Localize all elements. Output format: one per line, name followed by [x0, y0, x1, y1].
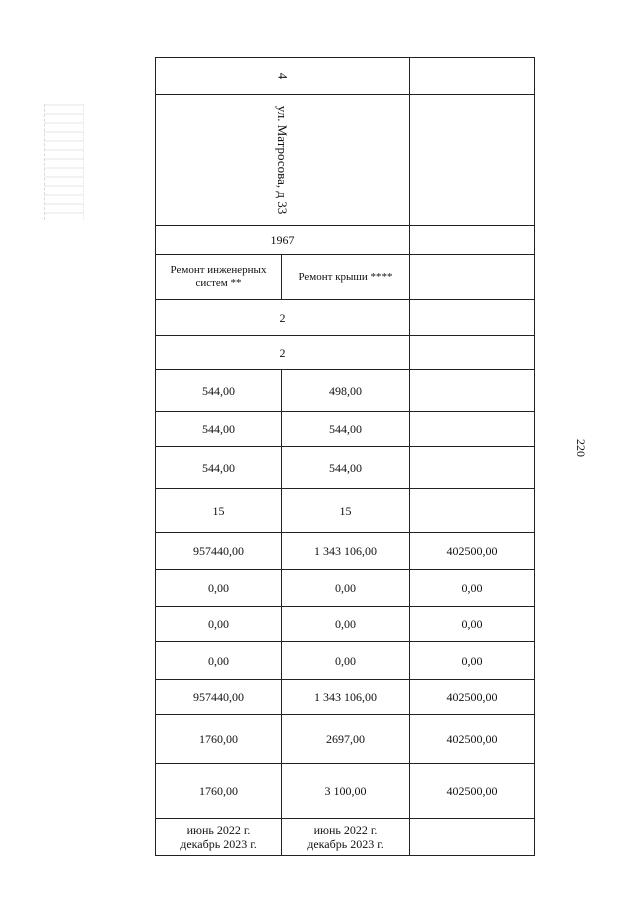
table-cell: 0,00: [156, 642, 282, 679]
address-text: ул. Матросова, д 33: [275, 105, 291, 215]
table-cell: 1 343 106,00: [282, 533, 410, 569]
table-cell: 544,00: [156, 370, 282, 411]
empty-cell: [410, 336, 534, 369]
table-row: [156, 412, 534, 447]
page-number: 220: [574, 439, 588, 457]
empty-cell: [410, 95, 534, 225]
table-cell: 0,00: [282, 607, 410, 641]
table-cell: 0,00: [282, 570, 410, 606]
period-cell: июнь 2022 г. декабрь 2023 г.: [282, 819, 410, 855]
table-cell: [410, 370, 534, 411]
table-cell: 15: [282, 489, 410, 532]
table-row: [156, 447, 534, 489]
period-cell: июнь 2022 г. декабрь 2023 г.: [156, 819, 282, 855]
table-cell: 0,00: [461, 581, 483, 595]
header-roof-repair: Ремонт крыши ****: [282, 255, 410, 299]
table-row-merged: [156, 300, 534, 336]
data-table: [155, 57, 535, 856]
table-cell: [410, 412, 534, 446]
table-row-year: [156, 226, 534, 255]
faded-stamp-mark: [44, 104, 84, 220]
table-cell: 15: [156, 489, 282, 532]
table-row-headers: [156, 255, 534, 300]
table-row-building-number: [156, 58, 534, 95]
table-row-address: [156, 95, 534, 226]
table-cell: 0,00: [461, 617, 483, 631]
table-cell: 0,00: [461, 653, 483, 668]
table-cell: 402500,00: [446, 690, 498, 704]
table-row: [156, 533, 534, 570]
table-cell: 2697,00: [282, 715, 410, 763]
table-row-merged: [156, 336, 534, 370]
table-cell: 0,00: [282, 642, 410, 679]
address-cell: [156, 95, 410, 225]
table-cell: 544,00: [282, 412, 410, 446]
empty-cell: [410, 226, 534, 254]
table-cell: 0,00: [156, 570, 282, 606]
table-cell: 402500,00: [446, 544, 498, 558]
table-cell: 544,00: [156, 447, 282, 488]
table-cell: 1 343 106,00: [282, 680, 410, 714]
empty-cell: [410, 58, 534, 94]
table-cell: 544,00: [282, 447, 410, 488]
table-cell: 3 100,00: [282, 764, 410, 818]
table-cell: 402500,00: [446, 732, 498, 746]
table-row: [156, 607, 534, 642]
building-number: 4: [275, 72, 291, 80]
table-cell: 957440,00: [156, 680, 282, 714]
empty-cell: [410, 300, 534, 335]
table-cell: 402500,00: [446, 784, 498, 798]
table-cell: 957440,00: [156, 533, 282, 569]
table-cell: 0,00: [156, 607, 282, 641]
merged-cell: 2: [156, 300, 410, 335]
merged-cell: 2: [156, 336, 410, 369]
table-cell: 1760,00: [156, 715, 282, 763]
table-cell: 498,00: [282, 370, 410, 411]
table-cell: [410, 489, 534, 532]
table-cell: [410, 447, 534, 488]
empty-cell: [410, 255, 534, 299]
period-cell: [410, 819, 534, 855]
table-cell: 1760,00: [156, 764, 282, 818]
year-cell: 1967: [156, 226, 410, 254]
building-number-cell: [156, 58, 410, 94]
table-row: [156, 370, 534, 412]
table-row: [156, 642, 534, 680]
table-cell: 544,00: [156, 412, 282, 446]
table-row: [156, 680, 534, 715]
table-row: [156, 715, 534, 764]
header-engineering-systems: Ремонт инженерных систем **: [156, 255, 282, 299]
table-row: [156, 764, 534, 819]
table-row-period: [156, 819, 534, 855]
table-row: [156, 570, 534, 607]
table-row: [156, 489, 534, 533]
